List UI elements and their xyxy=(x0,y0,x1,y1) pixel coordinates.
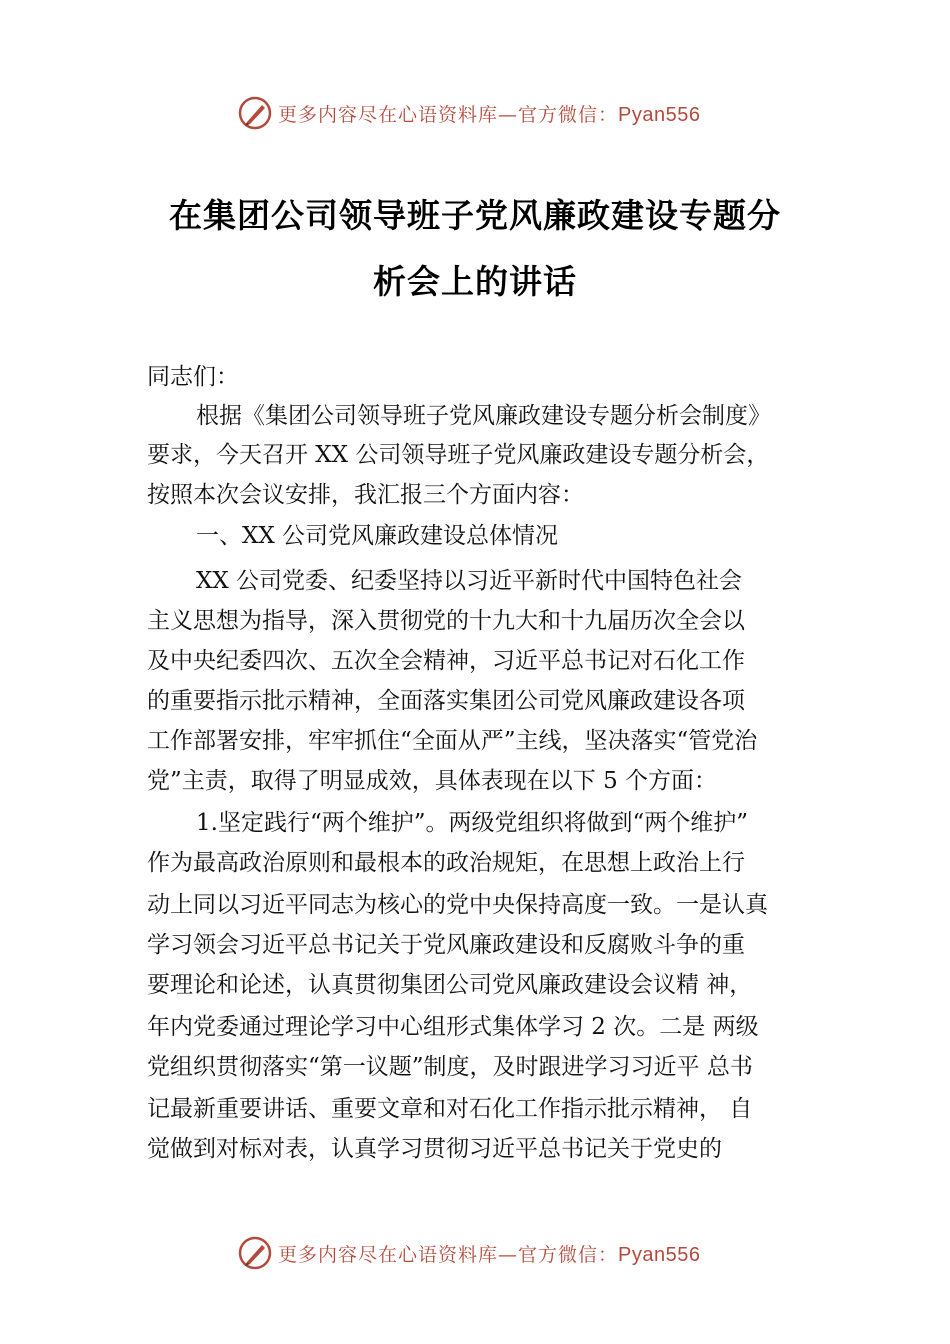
body-line: 学习领会习近平总书记关于党风廉政建设和反腐败斗争的重 xyxy=(147,932,745,958)
body-line: 作为最高政治原则和最根本的政治规矩，在思想上政治上行 xyxy=(147,850,745,876)
banner-wechat-id: Pyan556 xyxy=(618,103,701,126)
banner-slogan: 更多内容尽在心语资料库 xyxy=(278,103,499,126)
document-title-line-2: 析会上的讲话 xyxy=(373,262,577,301)
banner-separator: — xyxy=(498,103,519,126)
quill-logo-icon xyxy=(238,96,272,130)
body-line: 按照本次会议安排，我汇报三个方面内容： xyxy=(147,482,584,508)
body-line: 1.坚定践行“两个维护”。两级党组织将做到“两个维护” xyxy=(196,810,748,836)
banner-wechat-label: 官方微信： xyxy=(518,103,619,126)
body-line: 党”主责，取得了明显成效，具体表现在以下 5 个方面： xyxy=(147,768,718,794)
body-line: 主义思想为指导，深入贯彻党的十九大和十九届历次全会以 xyxy=(147,608,745,634)
body-line: 动上同以习近平同志为核心的党中央保持高度一致。一是认真 xyxy=(147,892,768,918)
body-line: 年内党委通过理论学习中心组形式集体学习 2 次。二是 两级 xyxy=(147,1014,759,1040)
body-line: 觉做到对标对表，认真学习贯彻习近平总书记关于党史的 xyxy=(147,1136,722,1162)
footer-banner xyxy=(238,1236,701,1270)
body-line: 党组织贯彻落实“第一议题”制度，及时跟进学习习近平 总书 xyxy=(147,1054,753,1080)
body-line: 及中央纪委四次、五次全会精神，习近平总书记对石化工作 xyxy=(147,648,745,674)
banner-text xyxy=(278,100,701,127)
body-line: XX 公司党委、纪委坚持以习近平新时代中国特色社会 xyxy=(196,568,743,594)
body-line: 工作部署安排，牢牢抓住“全面从严”主线，坚决落实“管党治 xyxy=(147,728,758,754)
banner-wechat-label: 官方微信： xyxy=(518,1243,619,1266)
header-banner xyxy=(238,96,701,130)
body-line: 要理论和论述，认真贯彻集团公司党风廉政建设会议精 神， xyxy=(147,972,753,998)
document-title-line-1: 在集团公司领导班子党风廉政建设专题分 xyxy=(169,196,781,235)
banner-slogan: 更多内容尽在心语资料库 xyxy=(278,1243,499,1266)
body-line: 根据《集团公司领导班子党风廉政建设专题分析会制度》 xyxy=(196,403,771,429)
banner-text xyxy=(278,1240,701,1267)
body-line: 同志们： xyxy=(147,364,239,390)
banner-wechat-id: Pyan556 xyxy=(618,1243,701,1266)
body-line: 一、XX 公司党风廉政建设总体情况 xyxy=(196,523,559,549)
quill-logo-icon xyxy=(238,1236,272,1270)
banner-separator: — xyxy=(498,1243,519,1266)
body-line: 要求，今天召开 XX 公司领导班子党风廉政建设专题分析会， xyxy=(147,442,770,468)
body-line: 的重要指示批示精神，全面落实集团公司党风廉政建设各项 xyxy=(147,688,745,714)
body-line: 记最新重要讲话、重要文章和对石化工作指示批示精神， 自 xyxy=(147,1096,753,1122)
